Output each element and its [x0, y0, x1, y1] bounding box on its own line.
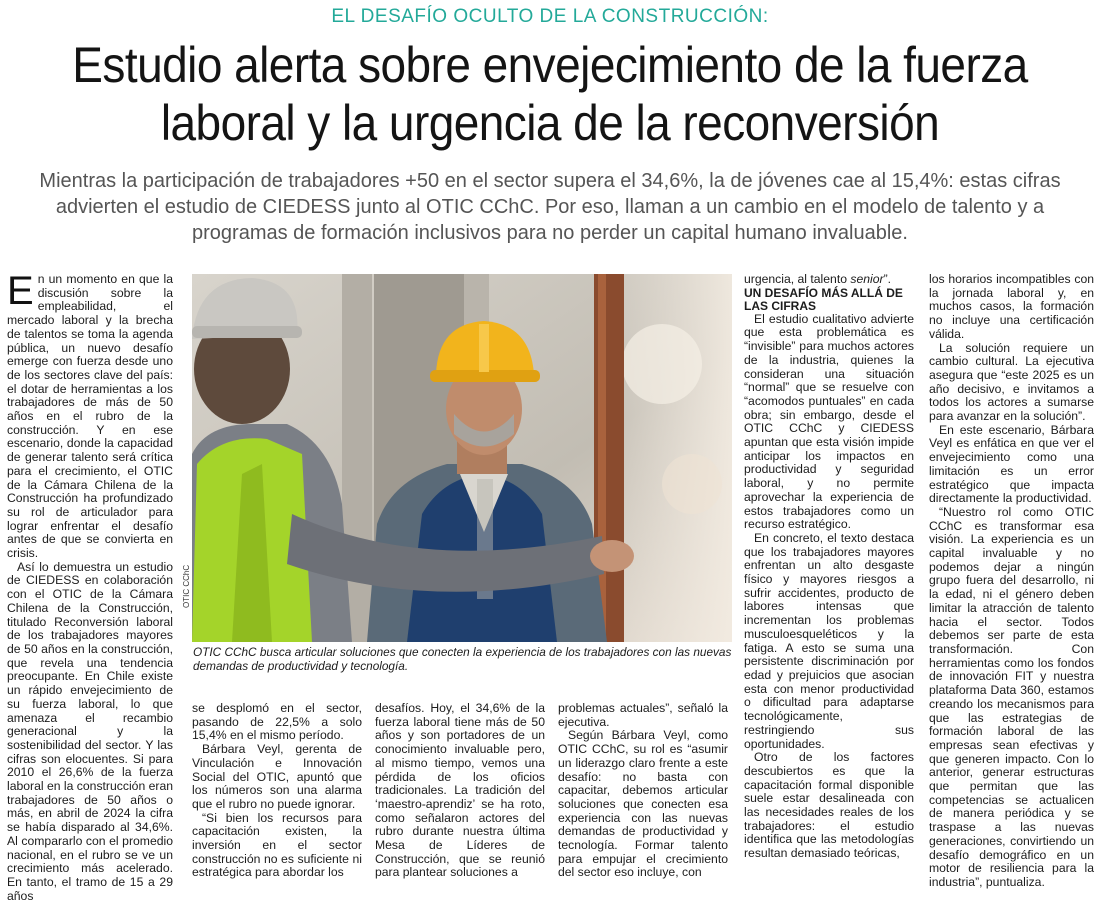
paragraph: n un momento en que la discusión sobre la empleabilidad, el mercado laboral y la brecha de talentos se toma la agenda pública, un nuevo desafío emerge con fuerza desde uno de los sectores clave del país: el dotar de herramientas a los trabajadores de más de 50 años en el rubro de la construcción. Y en ese escenario, donde la capacidad de generar talento será crítica para el crecimiento, el OTIC de la Cámara Chilena de la Construcción ha profundizado su rol de articulador para lograr enfrentar el desafío antes de que se convierta en crisis. — [7, 272, 173, 561]
paragraph: “Si bien los recursos para capacitación existen, la inversión en el sector construcción no es suficiente ni estratégica para abordar los — [192, 810, 362, 880]
paragraph: “Nuestro rol como OTIC CChC es transformar esa visión. La experiencia es un capital invaluable y no podemos dejar a ningún grupo fuera del desarrollo, ni la edad, ni el género deben limitar la atracción de talento hacia el sector. Todos debemos ser parte de esta transformación. Con herramientas como los fondos de innovación FIT y nuestra plataforma Data 360, estamos creando los mecanismos para que las estrategias de formación laboral de las empresas sean efectivas y que generen impacto. Con lo anterior, generar estructuras que permitan que las competencias se actualicen de manera periódica y se traspase a las nuevas generaciones, convirtiendo un desafío demográfico en un motor de resiliencia para la industria”, puntualiza. — [929, 504, 1094, 889]
article-column-6 — [929, 273, 1094, 890]
paragraph — [744, 273, 914, 287]
article-deck: Mientras la participación de trabajadores +50 en el sector supera el 34,6%, la de jóvenes cae al 15,4%: estas cifras advierten el estudio de CIEDESS junto al OTIC CChC. Por eso, llaman a un cambio en el modelo de talento y a programas de formación inclusivos para no perder un capital humano invaluable. — [39, 170, 1061, 244]
photo-credit: OTIC CChC — [182, 564, 191, 608]
text-run: ”. — [883, 272, 892, 286]
article-headline: Estudio alerta sobre envejecimiento de la fuerza laboral y la urgencia de la reconversión — [72, 37, 1028, 151]
article-kicker: EL DESAFÍO OCULTO DE LA CONSTRUCCIÓN: — [331, 6, 769, 27]
article-column-3 — [375, 702, 545, 880]
text-run-italic: senior — [850, 272, 884, 286]
paragraph: se desplomó en el sector, pasando de 22,5% a solo 15,4% en el mismo período. — [192, 701, 362, 743]
paragraph: los horarios incompatibles con la jornada laboral y, en muchos casos, la formación no incluye una certificación válida. — [929, 272, 1094, 341]
paragraph: Otro de los factores descubiertos es que la capacitación formal disponible suele estar desalineada con las necesidades reales de los trabajadores: el estudio identifica que las metodologías resultan demasiado teóricas, — [744, 750, 914, 861]
paragraph: En este escenario, Bárbara Veyl es enfática en que ver el envejecimiento como una limitación es un error estratégico que impacta directamente la productividad. — [929, 422, 1094, 506]
article-column-4 — [558, 702, 728, 880]
photo-caption: OTIC CChC busca articular soluciones que conecten la experiencia de los trabajadores con las nuevas demandas de productividad y tecnología. — [193, 645, 732, 673]
section-subhead: UN DESAFÍO MÁS ALLÁ DE LAS CIFRAS — [744, 285, 903, 313]
article-photo — [192, 274, 732, 642]
paragraph: Bárbara Veyl, gerenta de Vinculación e Innovación Social del OTIC, apuntó que los números son una alarma que el rubro no puede ignorar. — [192, 742, 362, 811]
text-run: urgencia, al talento — [744, 272, 851, 286]
paragraph: desafíos. Hoy, el 34,6% de la fuerza laboral tiene más de 50 años y son portadores de un conocimiento invaluable pero, al mismo tiempo, vemos una pérdida de los oficios tradicionales. La tradición del ‘maestro-aprendiz’ se ha roto, como señalaron actores del rubro durante nuestra última Mesa de Líderes de Construcción, que se reunió para plantear soluciones a — [375, 701, 545, 880]
paragraph: En concreto, el texto destaca que los trabajadores mayores enfrentan un alto desgaste físico y mayores riesgos a sufrir accidentes, producto de labores intensas que incrementan los problemas musculoesqueléticos y la fatiga. A esto se suma una persistente discriminación por edad y prejuicios que asocian esta con menor productividad o dificultad para adaptarse tecnológicamente, restringiendo sus oportunidades. — [744, 530, 914, 751]
article-column-1 — [7, 269, 173, 903]
article-column-2 — [192, 702, 362, 880]
paragraph: La solución requiere un cambio cultural. La ejecutiva asegura que “este 2025 es un año decisivo, e invitamos a todos los actores a sumarse para avanzar en la solución”. — [929, 340, 1094, 424]
article-column-5 — [744, 273, 914, 861]
paragraph: El estudio cualitativo advierte que esta problemática es “invisible” para muchos actores de la industria, quienes la consideran una situación “normal” que se resuelve con “acomodos puntuales” en cada obra; sin embargo, desde el OTIC CChC y CIEDESS apuntan que esta visión impide anticipar los impactos en productividad y seguridad laboral, y no permite aprovechar la experiencia de estos trabajadores como un recurso estratégico. — [744, 311, 914, 532]
drop-cap: E — [7, 269, 34, 313]
paragraph: Así lo demuestra un estudio de CIEDESS en colaboración con el OTIC de la Cámara Chilena de la Construcción, titulado Reconversión laboral de los trabajadores mayores de 50 años en la construcción, que revela una tendencia preocupante. En Chile existe un rápido envejecimiento de su fuerza laboral, lo que amenaza el recambio generacional y la sostenibilidad del sector. Y las cifras son elocuentes. Si para 2010 el 26,6% de la fuerza laboral en la construcción eran trabajadores de 50 años o más, en abril de 2024 la cifra se había disparado al 34,6%. Al compararlo con el promedio nacional, en el rubro se ve un crecimiento más acelerado. En tanto, el tramo de 15 a 29 años — [7, 559, 173, 903]
paragraph: problemas actuales”, señaló la ejecutiva. — [558, 701, 728, 729]
paragraph: Según Bárbara Veyl, como OTIC CChC, su rol es “asumir un liderazgo claro frente a este desafío: no basta con capacitar, debemos articular soluciones que conecten esa experiencia con las nuevas demandas de productividad y tecnología. Formar talento para empujar el crecimiento del sector eso incluye, con — [558, 728, 728, 880]
